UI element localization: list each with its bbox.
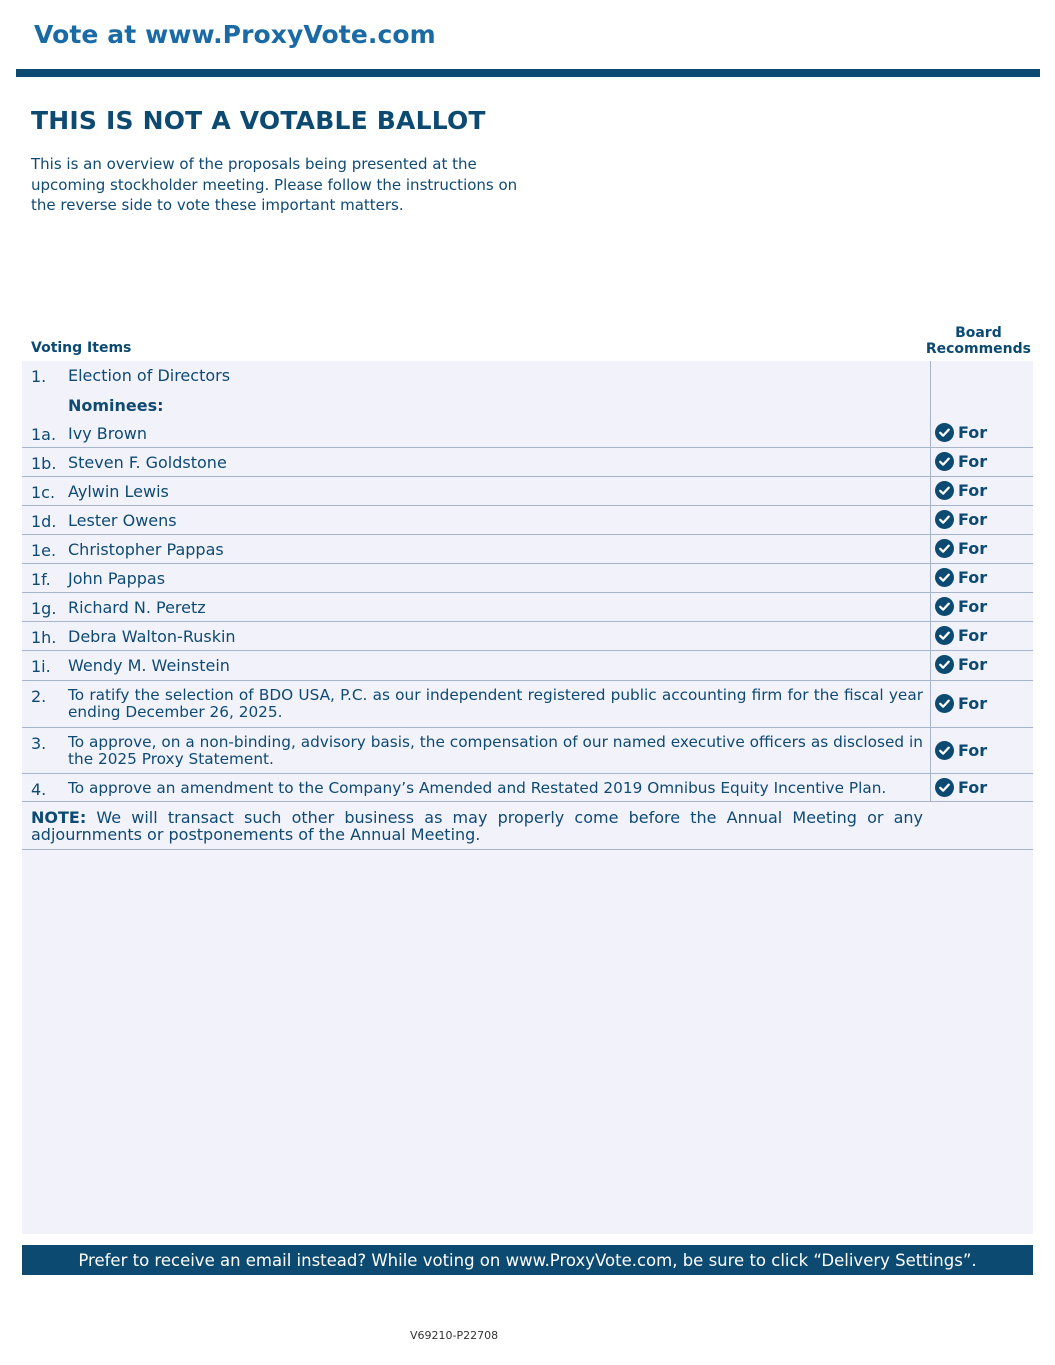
vote-header: Vote at www.ProxyVote.com: [34, 20, 436, 49]
check-circle-icon: [935, 510, 954, 529]
board-recommendation: [935, 778, 987, 797]
item-number: 1d.: [31, 512, 57, 531]
recommendation-label: For: [958, 423, 988, 442]
item-number: 3.: [31, 734, 47, 753]
recommendation-label: For: [958, 452, 988, 471]
board-recommendation: [935, 539, 987, 558]
board-recommends-header: [926, 325, 1031, 357]
board-header-line2: Recommends: [925, 341, 1031, 357]
check-circle-icon: [935, 423, 954, 442]
item-text: Aylwin Lewis: [68, 482, 169, 501]
nominee-row: [22, 593, 1033, 622]
board-recommendation: [935, 655, 987, 674]
recommendation-label: For: [958, 510, 988, 529]
recommendation-label: For: [958, 597, 988, 616]
email-delivery-banner: Prefer to receive an email instead? While voting on www.ProxyVote.com, be sure to click “Delivery Settings”.: [22, 1245, 1033, 1275]
item-text: Election of Directors: [68, 366, 231, 385]
board-recommendation: [935, 626, 987, 645]
item-text: Wendy M. Weinstein: [68, 656, 230, 675]
check-circle-icon: [935, 694, 954, 713]
item-number: 2.: [31, 687, 47, 706]
note-label: NOTE:: [31, 808, 87, 827]
board-recommendation: [935, 694, 987, 713]
board-recommendation: [935, 597, 987, 616]
recommendation-label: For: [958, 539, 988, 558]
check-circle-icon: [935, 452, 954, 471]
nominee-row: [22, 506, 1033, 535]
check-circle-icon: [935, 655, 954, 674]
voting-items-table: [22, 361, 1033, 1234]
document-code: V69210-P22708: [410, 1329, 499, 1342]
check-circle-icon: [935, 539, 954, 558]
recommendation-label: For: [958, 694, 988, 713]
proposal-row: [22, 774, 1033, 802]
item-text: Christopher Pappas: [68, 540, 224, 559]
check-circle-icon: [935, 778, 954, 797]
item-text: Debra Walton-Ruskin: [68, 627, 236, 646]
recommendation-label: For: [958, 778, 988, 797]
item-text: John Pappas: [68, 569, 166, 588]
item-text: Steven F. Goldstone: [68, 453, 227, 472]
nominee-row: [22, 419, 1033, 448]
board-recommendation: [935, 481, 987, 500]
note-text: [31, 809, 923, 843]
check-circle-icon: [935, 626, 954, 645]
item-number: 1e.: [31, 541, 57, 560]
board-recommendation: [935, 568, 987, 587]
board-recommendation: [935, 510, 987, 529]
item-text: Ivy Brown: [68, 424, 147, 443]
intro-text: This is an overview of the proposals being presented at the upcoming stockholder meeting. Please follow the instructions on the reverse side to vote these important matters.: [31, 155, 518, 214]
voting-items-header: Voting Items: [31, 340, 132, 356]
recommendation-label: For: [958, 626, 988, 645]
board-recommendation: [935, 423, 987, 442]
item-number: 1g.: [31, 599, 57, 618]
check-circle-icon: [935, 741, 954, 760]
check-circle-icon: [935, 597, 954, 616]
item-number: 4.: [31, 780, 47, 799]
nominee-row: [22, 477, 1033, 506]
item-text: To approve, on a non-binding, advisory basis, the compensation of our named executive officers as disclosed in the 2025 Proxy Statement.: [68, 733, 923, 768]
nominees-row: [22, 390, 1033, 419]
note-body: We will transact such other business as may properly come before the Annual Meeting or any adjournments or postponements of the Annual Meeting.: [31, 808, 923, 844]
item-number: 1b.: [31, 454, 57, 473]
nominee-row: [22, 535, 1033, 564]
proposal-row: [22, 681, 1033, 728]
check-circle-icon: [935, 568, 954, 587]
item-text: To ratify the selection of BDO USA, P.C. as our independent registered public accounting firm for the fiscal year ending December 26, 2025.: [68, 686, 923, 721]
item-text: Lester Owens: [68, 511, 177, 530]
nominees-label: Nominees:: [68, 396, 164, 415]
nominee-row: [22, 651, 1033, 681]
nominee-row: [22, 448, 1033, 477]
recommendation-label: For: [958, 741, 988, 760]
board-recommendation: [935, 741, 987, 760]
check-circle-icon: [935, 481, 954, 500]
item-number: 1i.: [31, 657, 51, 676]
item-number: 1.: [31, 367, 47, 386]
top-rule: [16, 69, 1040, 77]
item-number: 1h.: [31, 628, 57, 647]
item-number: 1a.: [31, 425, 57, 444]
item-number: 1f.: [31, 570, 51, 589]
recommendation-label: For: [958, 655, 988, 674]
item-text: Richard N. Peretz: [68, 598, 206, 617]
recommendation-label: For: [958, 481, 988, 500]
item-number: 1c.: [31, 483, 56, 502]
ballot-title: THIS IS NOT A VOTABLE BALLOT: [31, 106, 486, 135]
nominee-row: [22, 622, 1033, 651]
board-header-line1: Board: [955, 325, 1002, 341]
proposal-row: [22, 728, 1033, 774]
nominee-row: [22, 564, 1033, 593]
item-text: To approve an amendment to the Company’s Amended and Restated 2019 Omnibus Equity Incentive Plan.: [68, 779, 887, 797]
item-row-1: [22, 361, 1033, 390]
board-recommendation: [935, 452, 987, 471]
recommendation-label: For: [958, 568, 988, 587]
note-row: [22, 802, 1033, 850]
